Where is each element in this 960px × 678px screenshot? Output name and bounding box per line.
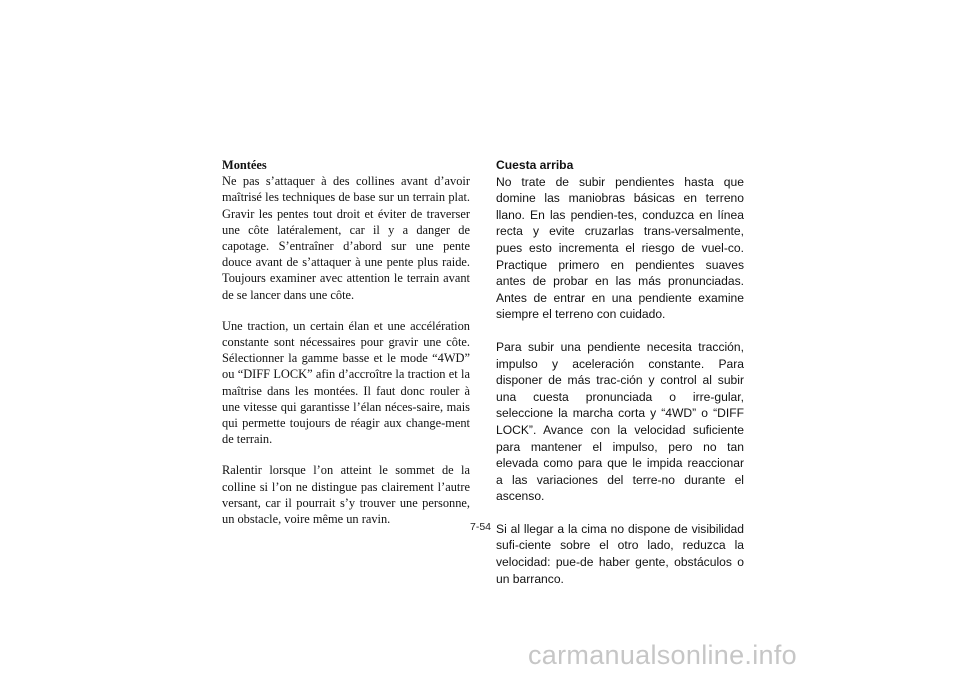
french-heading: Montées bbox=[222, 158, 267, 172]
french-column bbox=[222, 157, 470, 542]
french-paragraph-3: Ralentir lorsque l’on atteint le sommet de la colline si l’on ne distingue pas clairement l’autre versant, car il pourrait s’y trouver une personne, un obstacle, voire même un ravin. bbox=[222, 463, 470, 527]
spanish-column bbox=[496, 157, 744, 603]
spanish-paragraph-2: Para subir una pendiente necesita tracción, impulso y aceleración constante. Para disponer de más trac-ción y control al subir una cuesta pronunciada o irre-gular, seleccione la marcha corta y “4WD” o “DIFF LOCK”. Avance con la velocidad suficiente para mantener el impulso, pero no tan elevada como para que le impida reaccionar a las variaciones del terre-no durante el ascenso. bbox=[496, 339, 744, 504]
spanish-heading: Cuesta arriba bbox=[496, 158, 574, 172]
watermark: carmanualsonline.info bbox=[528, 640, 797, 670]
french-paragraph-1: Ne pas s’attaquer à des collines avant d’avoir maîtrisé les techniques de base sur un terrain plat. Gravir les pentes tout droit et éviter de traverser une côte latéralement, car il y a danger de capotage. S’entraîner d’abord sur une pente douce avant de s’attaquer à une pente plus raide. Toujours examiner avec attention le terrain avant de se lancer dans une côte. bbox=[222, 174, 470, 302]
page-number: 7-54 bbox=[470, 521, 492, 533]
spanish-paragraph-3: Si al llegar a la cima no dispone de visibilidad sufi-ciente sobre el otro lado, reduzca la velocidad: pue-de haber gente, obstáculos o un barranco. bbox=[496, 521, 744, 586]
spanish-paragraph-1: No trate de subir pendientes hasta que domine las maniobras básicas en terreno llano. En las pendien-tes, conduzca en línea recta y evite cruzarlas trans-versalmente, pues esto incrementa el riesgo de vuel-co. Practique primero en pendientes suaves antes de probar en las más pronunciadas. Antes de entrar en una pendiente examine siempre el terreno con cuidado. bbox=[496, 174, 744, 322]
french-paragraph-2: Une traction, un certain élan et une accélération constante sont nécessaires pour gravir une côte. Sélectionner la gamme basse et le mode “4WD” ou “DIFF LOCK” afin d’accroître la traction et la maîtrise dans les montées. Il faut donc rouler à une vitesse qui garantisse l’élan néces-saire, mais qui permette toujours de réagir aux change-ment de terrain. bbox=[222, 318, 470, 447]
